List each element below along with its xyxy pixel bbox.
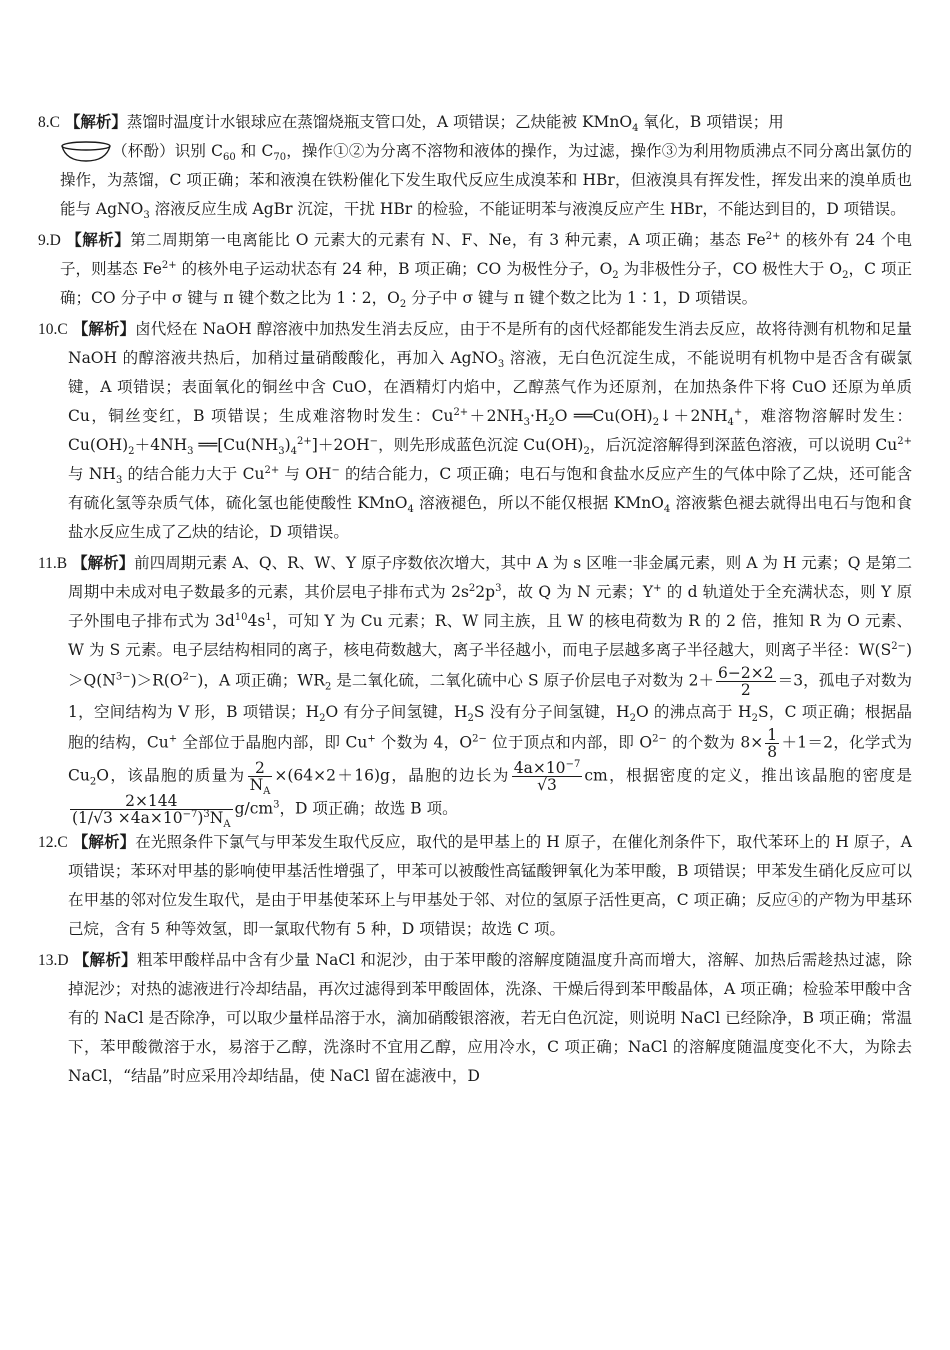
question-number: 13.D	[38, 952, 69, 969]
question-number: 10.C	[38, 321, 68, 338]
question-number: 8.C	[38, 114, 60, 131]
analysis-tag: 【解析】	[73, 951, 137, 969]
analysis-tag: 【解析】	[72, 833, 136, 851]
fraction: $\frac{1}{8}$	[767, 726, 778, 761]
analysis-tag: 【解析】	[66, 231, 131, 249]
answer-13: 13.D 【解析】粗苯甲酸样品中含有少量 NaCl 和泥沙，由于苯甲酸的溶解度随温度升高而增大，溶解、加热后需趁热过滤，除掉泥沙；对热的滤液进行冷却结晶，再次过滤得到苯甲酸固体，洗涤、干燥后得到苯甲酸晶体，A 项正确；检验苯甲酸中含有的 NaCl 是否除净，可以取少量样品溶于水，滴加硝酸银溶液，若无白色沉淀，则说明 NaCl 已经除净，B 项正确；常温下，苯甲酸微溶于水，易溶于乙醇，洗涤时不宜用乙醇，应用冷水，C 项正确；NaCl 的溶解度随温度变化不大，为除去 NaCl，“结晶”时应采用冷却结晶，使 NaCl 留在滤液中，D	[38, 951, 912, 1085]
question-number: 11.B	[38, 555, 68, 572]
analysis-tag: 【解析】	[72, 320, 136, 338]
fraction: $\frac{4a\times 10^{-7}}{√3}$	[513, 758, 581, 794]
question-number: 12.C	[38, 834, 68, 851]
question-number: 9.D	[38, 232, 61, 249]
analysis-tag: 【解析】	[72, 554, 135, 572]
fraction: $\frac{2}{N_A}$	[249, 759, 271, 798]
answer-9: 9.D 【解析】第二周期第一电离能比 O 元素大的元素有 N、F、Ne，有 3 种元素，A 项正确；基态 $Fe^{2+}$ 的核外有 24 个电子，则基态 $Fe^{2+}$ 的核外电子运动状态有 24 种，B 项正确；CO 为极性分子，$O_2$ 为非极性分子，CO 极性大于 $O_2$，C 项正确；CO 分子中 σ 键与 π 键个数之比为 1∶2，$O_2$ 分子中 σ 键与 π 键个数之比为 1∶1，D 项错误。	[38, 230, 913, 311]
density-fraction: $\frac{2\times 144}{(1/√3 \times 4a\times 10^{-7})^3N_A}$	[72, 792, 231, 831]
analysis-tag: 【解析】	[64, 113, 127, 131]
answer-8: 8.C 【解析】蒸馏时温度计水银球应在蒸馏烧瓶支管口处，A 项错误；乙炔能被 KMnO$_4$ 氧化，B 项错误；用 （杯酚）识别 $C_{60}$ 和 $C_{70}$，操作①②为分离不溶物和液体的操作，为过滤，操作③为利用物质沸点不同分离出氯仿的操作，为蒸馏，C 项正确；苯和液溴在铁粉催化下发生取代反应生成溴苯和 HBr，但液溴具有挥发性，挥发出来的溴单质也能与 AgNO$_3$ 溶液反应生成 AgBr 沉淀，干扰 HBr 的检验，不能证明苯与液溴反应产生 HBr，不能达到目的，D 项错误。	[38, 113, 912, 222]
calixarene-bowl-icon	[60, 141, 112, 163]
answer-11: 11.B 【解析】前四周期元素 A、Q、R、W、Y 原子序数依次增大，其中 A 为 s 区唯一非金属元素，则 A 为 H 元素；Q 是第二周期中未成对电子数最多的元素，其价层电子排布式为 $2s^22p^3$，故 Q 为 N 元素；Y+ 的 d 轨道处于全充满状态，则 Y 原子外围电子排布式为 $3d^{10}4s^1$，可知 Y 为 Cu 元素；R、W 同主族，且 W 的核电荷数为 R 的 2 倍，推知 R 为 O 元素、W 为 S 元素。电子层结构相同的离子，核电荷数越大，离子半径越小，而电子层越多离子半径越大，则离子半径：$W(S^{2-})>Q(N^{3-})>R(O^{2-})$，A 项正确；$WR_2$ 是二氧化硫，二氧化硫中心 S 原子价层电子对数为 2＋ $\frac{6-2\times 2}{2}$ ＝3，孤电子对数为 1，空间结构为 V 形，B 项错误；$H_2O$ 有分子间氢键，$H_2S$ 没有分子间氢键，$H_2O$ 的沸点高于 $H_2S$，C 项正确；根据晶胞的结构，Cu+ 全部位于晶胞内部，即 Cu+ 个数为 4，$O^{2-}$ 位于顶点和内部，即 $O^{2-}$ 的个数为 8× $\frac{1}{8}$ ＋1＝2，化学式为 $Cu_2O$，该晶胞的质量为 $\frac{2}{N_A}$ ×(64×2＋16)g，晶胞的边长为 $\frac{4a\times 10^{-7}}{√3}$ cm，根据密度的定义，推出该晶胞的密度是 $\frac{2\times 144}{(1/√3 \times 4a\times 10^{-7})^3N_A}$ $g/cm^3$，D 项正确；故选 B 项。	[38, 554, 912, 831]
answer-page	[38, 108, 912, 1093]
answer-12: 12.C 【解析】在光照条件下氯气与甲苯发生取代反应，取代的是甲基上的 H 原子，在催化剂条件下，取代苯环上的 H 原子，A 项错误；苯环对甲基的影响使甲基活性增强了，甲苯可以被酸性高锰酸钾氧化为苯甲酸，B 项错误；甲苯发生硝化反应可以在甲基的邻对位发生取代，是由于甲基使苯环上与甲基处于邻、对位的氢原子活性更高，C 项正确；反应④的产物为甲基环己烷，含有 5 种等效氢，即一氯取代物有 5 种，D 项错误；故选 C 项。	[38, 833, 912, 938]
fraction: $\frac{6-2\times 2}{2}$	[718, 664, 774, 699]
answer-10: 10.C 【解析】卤代烃在 NaOH 醇溶液中加热发生消去反应，由于不是所有的卤代烃都能发生消去反应，故将待测有机物和足量 NaOH 的醇溶液共热后，加稍过量硝酸酸化，再加入 AgNO$_3$ 溶液，无白色沉淀生成，不能说明有机物中是否含有碳氯键，A 项错误；表面氧化的铜丝中含 CuO，在酒精灯内焰中，乙醇蒸气作为还原剂，在加热条件下将 CuO 还原为单质 Cu，铜丝变红，B 项错误；生成难溶物时发生：$Cu^{2+}+2NH_3\cdot H_2O$ $══Cu(OH)_2↓+2NH_4^+$，难溶物溶解时发生：$Cu(OH)_2+4NH_3$ $══[Cu(NH_3)_4^{2+}]+2OH^-$，则先形成蓝色沉淀 $Cu(OH)_2$，后沉淀溶解得到深蓝色溶液，可以说明 $Cu^{2+}$ 与 $NH_3$ 的结合能力大于 $Cu^{2+}$ 与 OH− 的结合能力，C 项正确；电石与饱和食盐水反应产生的气体中除了乙炔，还可能含有硫化氢等杂质气体，硫化氢也能使酸性 KMnO$_4$ 溶液褪色，所以不能仅根据 KMnO$_4$ 溶液紫色褪去就得出电石与饱和食盐水反应生成了乙炔的结论，D 项错误。	[38, 320, 913, 541]
